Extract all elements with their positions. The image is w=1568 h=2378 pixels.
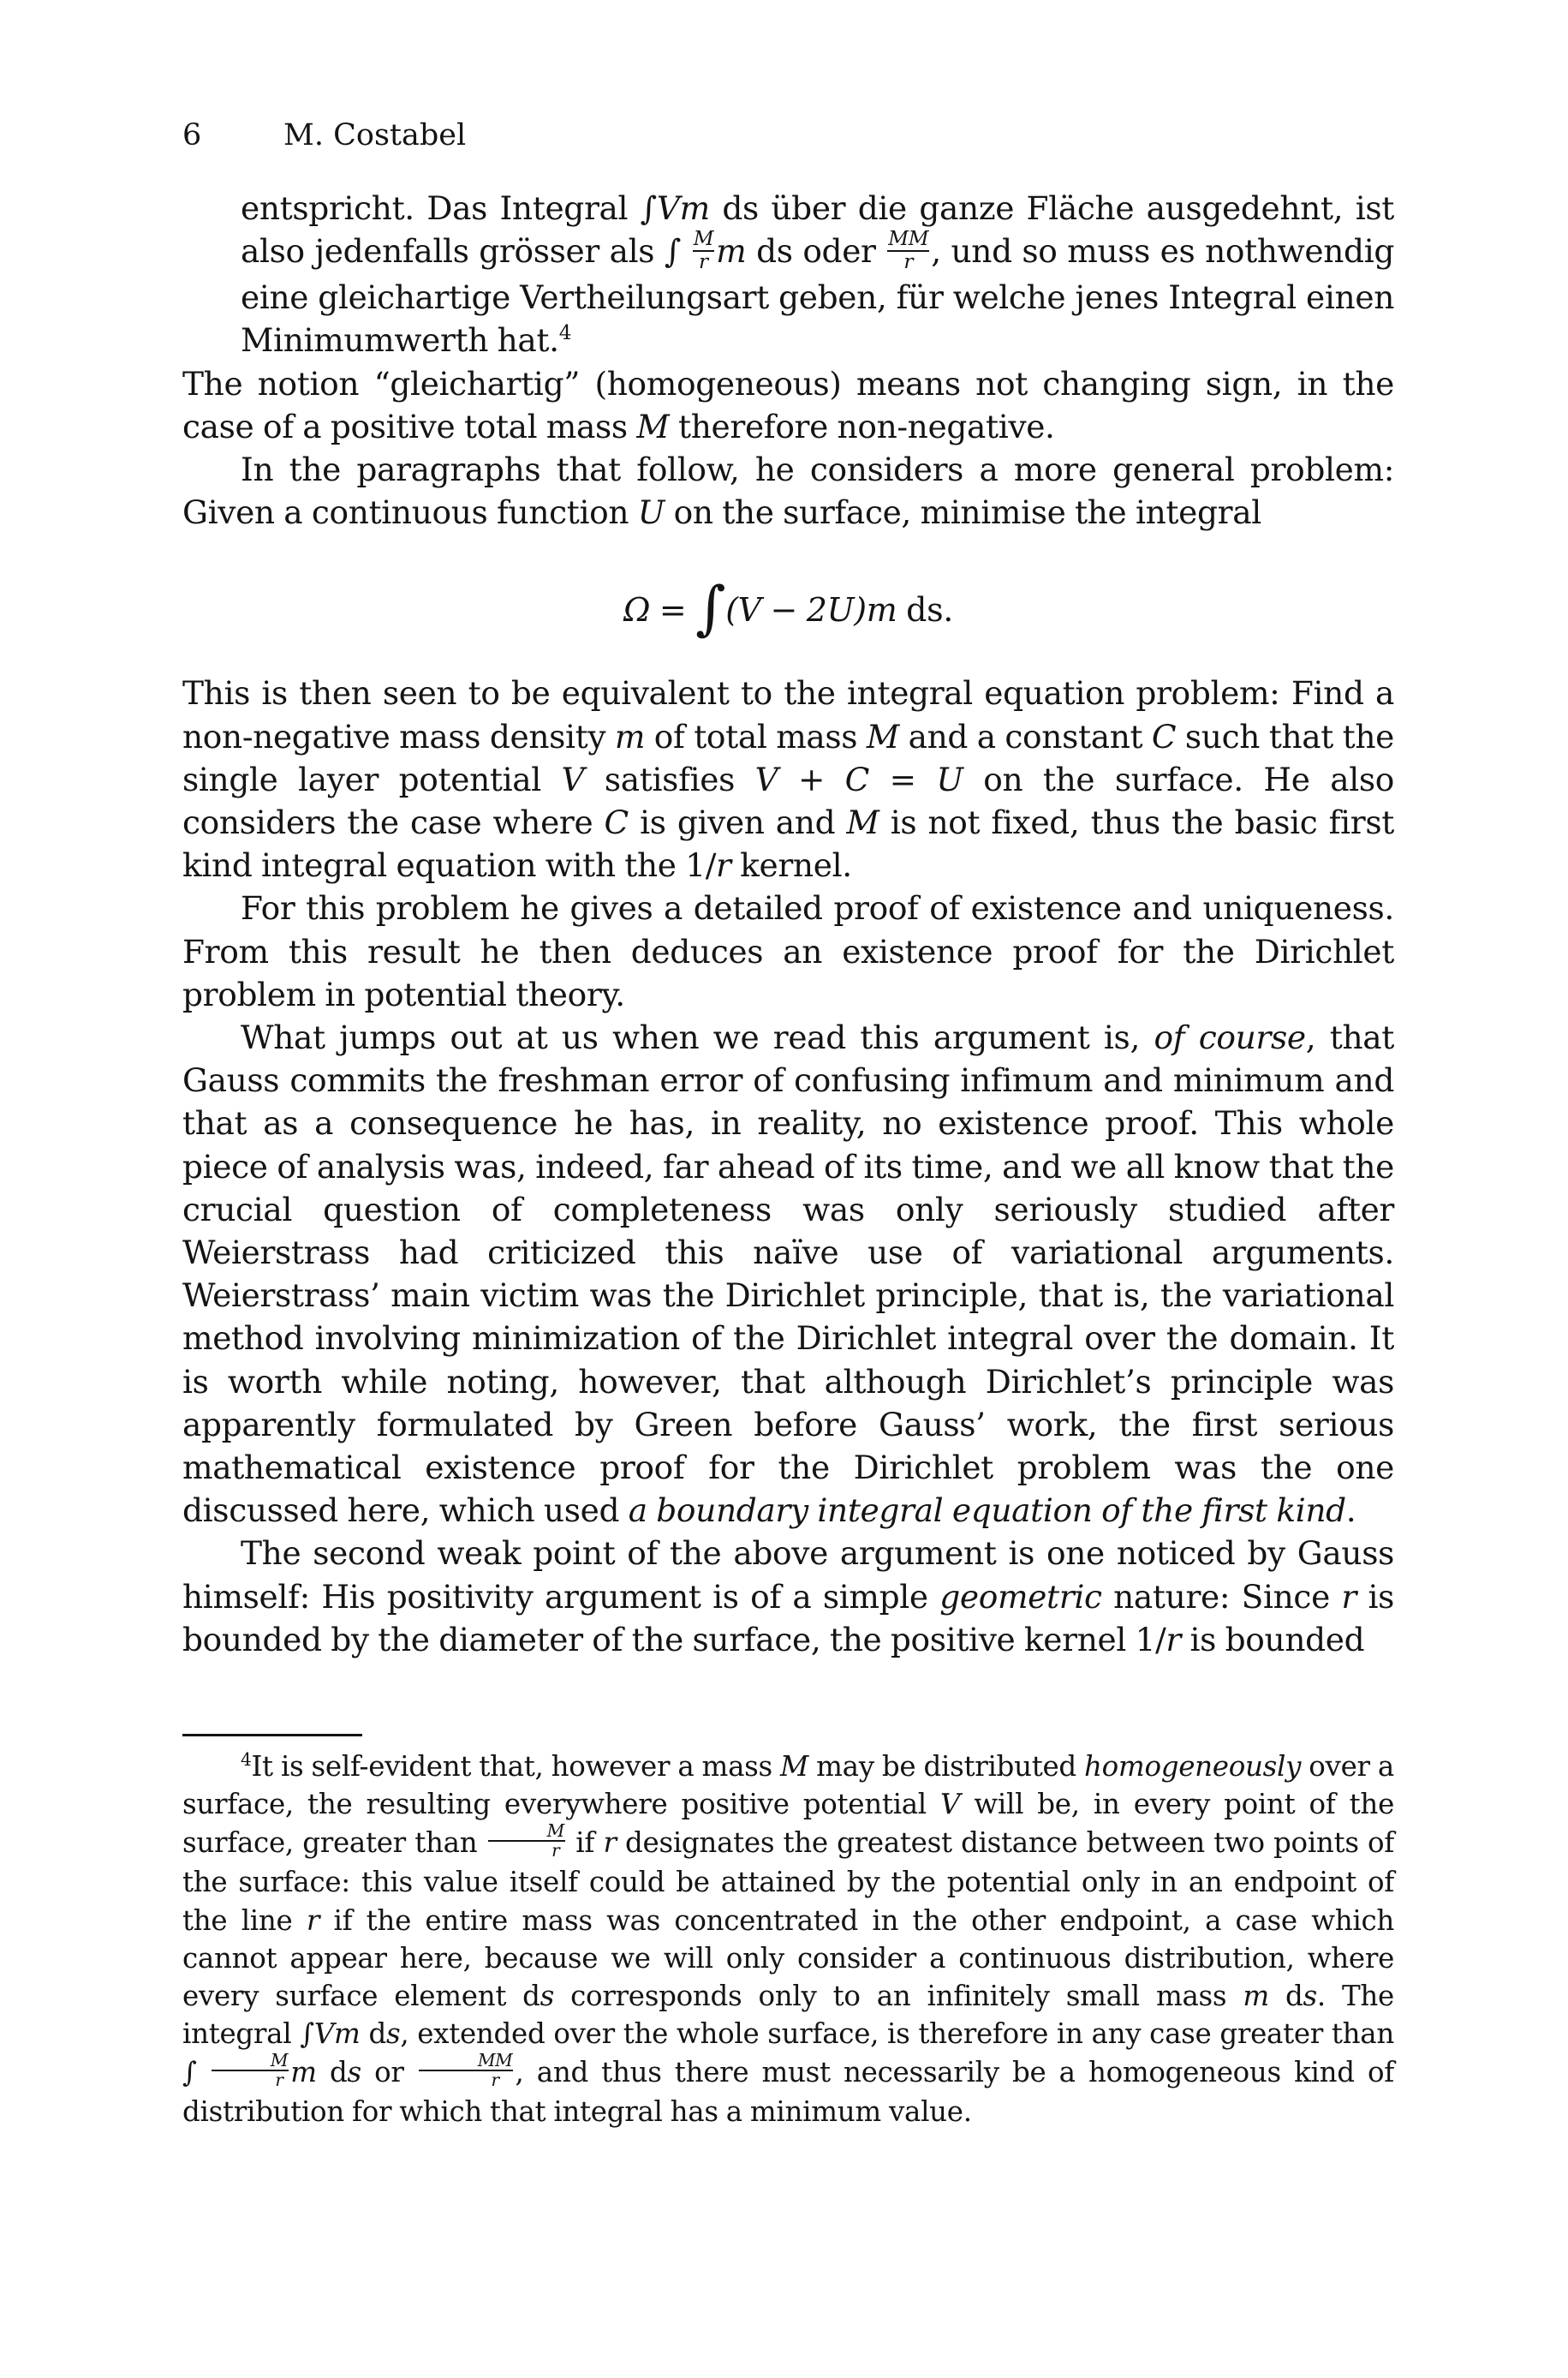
fraction-mm-over-r: $\frac{MM}{r}$ — [888, 227, 929, 273]
author-name: M. Costabel — [283, 118, 467, 152]
footnote — [182, 1748, 1394, 2131]
integral-sign: ∫ — [695, 575, 726, 643]
footnote-4: $^4$It is self-evident that, however a mass M may be distributed homogeneously over a surface, the resulting everywhere positive potential V will be, in every point of the surface, greater than $\frac{M}{r}$ if r designates the greatest distance between two points of the surface: this value itself could be attained by the potential only in an endpoint of the line r if the entire mass was concentrated in the other endpoint, a case which cannot appear here, because we will only consider a continuous distribution, where every surface element ds corresponds only to an infinitely small mass m ds. The integral ∫Vm ds, extended over the whole surface, is therefore in any case greater than ∫ $\frac{M}{r}$ m ds or $\frac{MM}{r}$ , and thus there must necessarily be a homogeneous kind of distribution for which that integral has a minimum value. — [182, 1748, 1395, 2129]
integral-sign: ∫ — [664, 232, 682, 271]
paragraph-general-problem: In the paragraphs that follow, he considers a more general problem: Given a continuous function U on the surface, minimise the integral — [182, 450, 1394, 532]
fraction-m-over-r: $\frac{M}{r}$ — [488, 1822, 565, 1860]
page-number: 6 — [182, 118, 202, 152]
paragraph-equivalent: This is then seen to be equivalent to the integral equation problem: Find a non-negative mass density m of total mass M and a constant C such that the single layer potential V satisfies V + C = U on the surface. He also considers the case where C is given and M is not fixed, thus the basic first kind integral equation with the 1/r kernel. — [182, 674, 1395, 885]
main-text — [182, 187, 1394, 1661]
integral-sign: ∫ — [640, 189, 657, 227]
footnote-number: 4 — [241, 1748, 252, 1770]
paragraph-second-weak-point: The second weak point of the above argument is one noticed by Gauss himself: His positivity argument is of a simple geometric nature: Since r is bounded by the diameter of the surface, the positive kernel 1/r is bounded — [182, 1534, 1395, 1658]
footnote-ref[interactable]: 4 — [558, 321, 572, 345]
footnote-divider — [182, 1734, 362, 1736]
fraction-m-over-r: $\frac{M}{r}$ — [212, 2052, 289, 2089]
german-quote: entspricht. Das Integral ∫Vm ds über die ganze Fläche ausgedehnt, ist also jedenfalls grösser als ∫ $\frac{M}{r}$ m ds oder $\frac{MM}{r}$ , und so muss es nothwendig eine gleichartige Vertheilungsart geben, für welche jenes Integral einen Minimumwerth hat.$^4$ — [241, 189, 1394, 360]
integral-sign: ∫ — [300, 2017, 314, 2051]
running-head — [182, 118, 466, 152]
paragraph-jumps-out: What jumps out at us when we read this argument is, of course, that Gauss commits the freshman error of confusing infimum and minimum and that as a consequence he has, in reality, no existence proof. This whole piece of analysis was, indeed, far ahead of its time, and we all know that the crucial question of completeness was only seriously studied after Weierstrass had criticized this naïve use of variational arguments. Weierstrass’ main victim was the Dirichlet principle, that is, the variational method involving minimization of the Dirichlet integral over the domain. It is worth while noting, however, that although Dirichlet’s principle was apparently formulated by Green before Gauss’ work, the first serious mathematical existence proof for the Dirichlet problem was the one discussed here, which used a boundary integral equation of the first kind. — [182, 1018, 1394, 1530]
integral-sign: ∫ — [182, 2055, 197, 2088]
display-equation: Ω = ∫(V − 2U)m ds. — [623, 575, 953, 643]
paragraph-proof: For this problem he gives a detailed proof of existence and uniqueness. From this result he then deduces an existence proof for the Dirichlet problem in potential theory. — [182, 889, 1394, 1013]
paragraph-notion: The notion “gleichartig” (homogeneous) means not changing sign, in the case of a positive total mass M therefore non-negative. — [182, 364, 1394, 445]
fraction-m-over-r: $\frac{M}{r}$ — [693, 227, 714, 273]
fraction-mm-over-r: $\frac{MM}{r}$ — [419, 2052, 514, 2089]
